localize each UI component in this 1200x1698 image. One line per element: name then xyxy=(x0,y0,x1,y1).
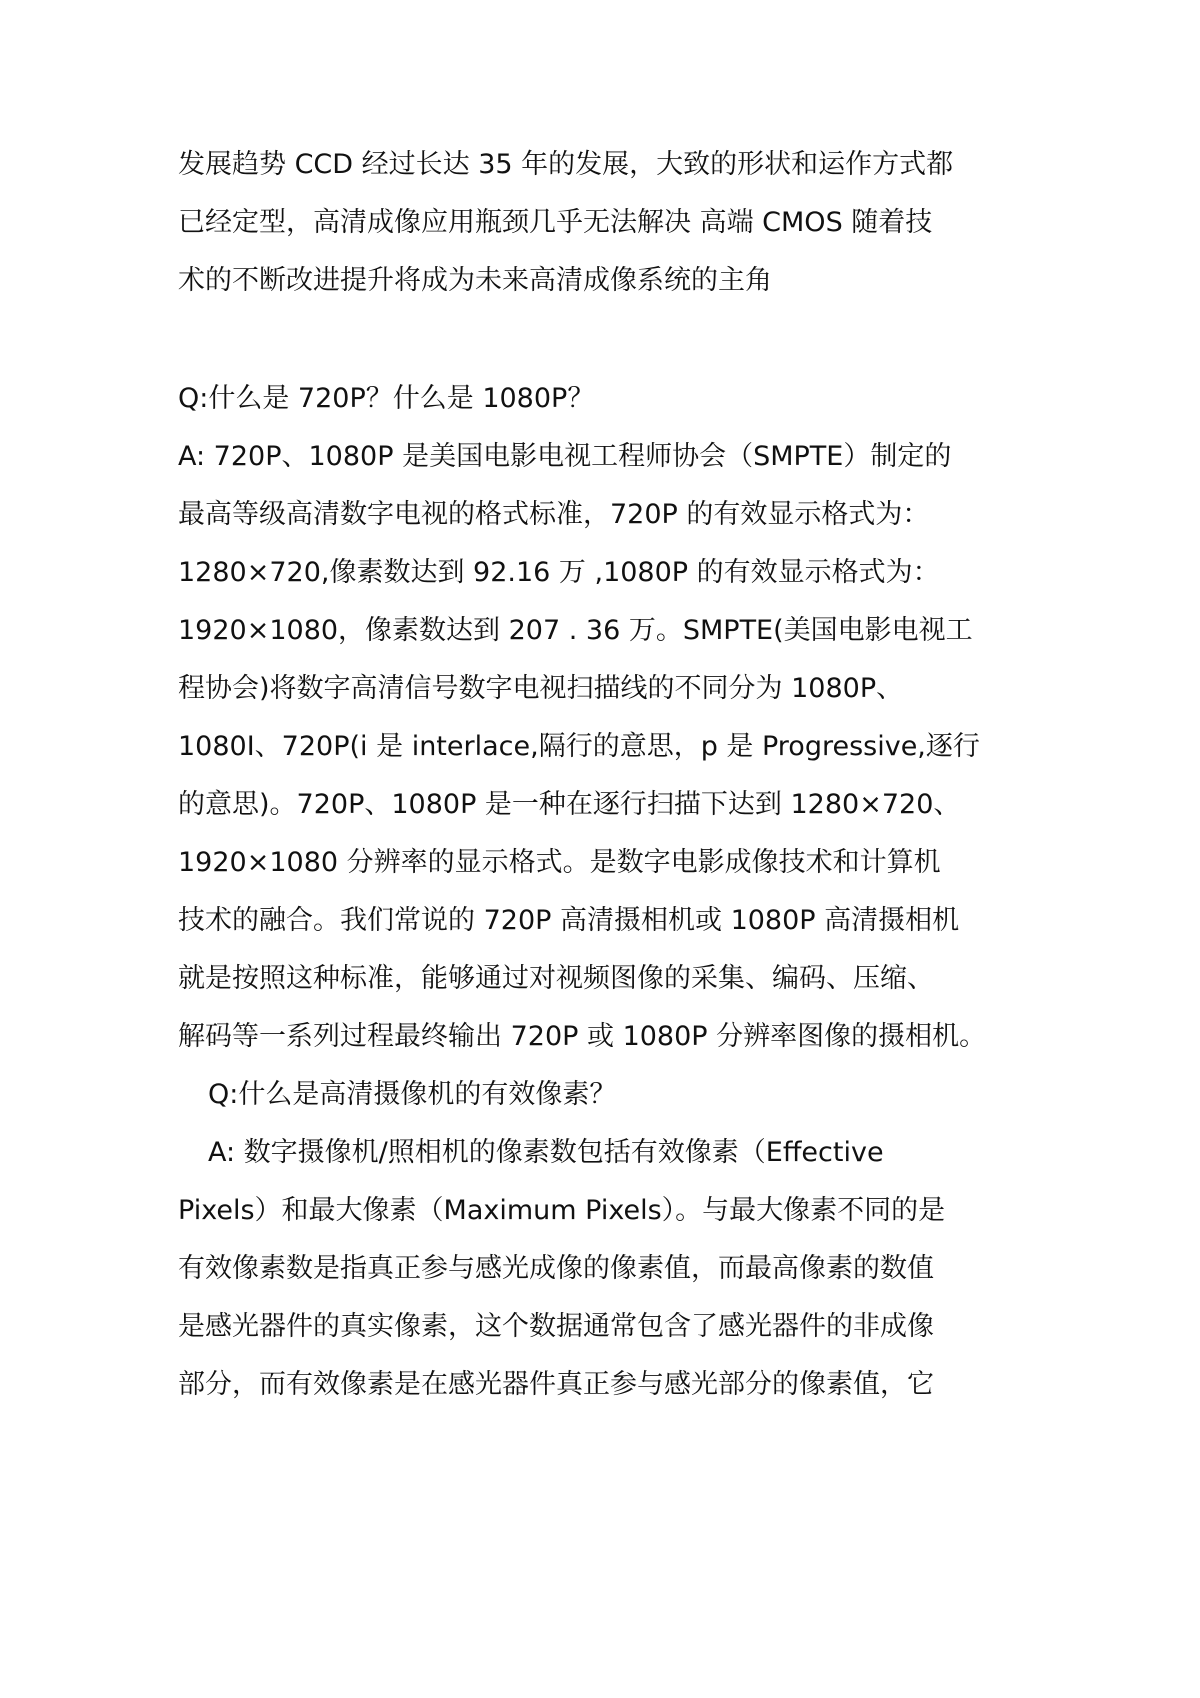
answer-line: A: 数字摄像机/照相机的像素数包括有效像素（Effective xyxy=(208,1137,884,1168)
answer-line: 1080I、720P(i 是 interlace,隔行的意思，p 是 Progressive,逐行 xyxy=(178,731,980,762)
answer-line: Pixels）和最大像素（Maximum Pixels）。与最大像素不同的是 xyxy=(178,1195,946,1226)
paragraph-line: 发展趋势 CCD 经过长达 35 年的发展，大致的形状和运作方式都 xyxy=(178,149,954,180)
answer-line: 程协会)将数字高清信号数字电视扫描线的不同分为 1080P、 xyxy=(178,673,904,704)
answer-line: 就是按照这种标准，能够通过对视频图像的采集、编码、压缩、 xyxy=(178,963,934,994)
answer-line: 部分，而有效像素是在感光器件真正参与感光部分的像素值，它 xyxy=(178,1369,934,1400)
answer-line: 解码等一系列过程最终输出 720P 或 1080P 分辨率图像的摄相机。 xyxy=(178,1021,987,1052)
answer-line: 的意思)。720P、1080P 是一种在逐行扫描下达到 1280×720、 xyxy=(178,789,961,820)
answer-line: 有效像素数是指真正参与感光成像的像素值，而最高像素的数值 xyxy=(178,1253,934,1284)
answer-line: 最高等级高清数字电视的格式标准，720P 的有效显示格式为： xyxy=(178,499,930,530)
answer-line: A: 720P、1080P 是美国电影电视工程师协会（SMPTE）制定的 xyxy=(178,441,952,472)
paragraph-line: 术的不断改进提升将成为未来高清成像系统的主角 xyxy=(178,265,772,296)
answer-line: 1920×1080，像素数达到 207 . 36 万。SMPTE(美国电影电视工 xyxy=(178,615,973,646)
answer-line: 1920×1080 分辨率的显示格式。是数字电影成像技术和计算机 xyxy=(178,847,941,878)
question-line: Q:什么是 720P？什么是 1080P？ xyxy=(178,383,595,414)
answer-line: 技术的融合。我们常说的 720P 高清摄相机或 1080P 高清摄相机 xyxy=(178,905,960,936)
answer-line: 1280×720,像素数达到 92.16 万 ,1080P 的有效显示格式为： xyxy=(178,557,940,588)
paragraph-line: 已经定型，高清成像应用瓶颈几乎无法解决 高端 CMOS 随着技 xyxy=(178,207,933,238)
answer-line: 是感光器件的真实像素，这个数据通常包含了感光器件的非成像 xyxy=(178,1311,934,1342)
question-line: Q:什么是高清摄像机的有效像素？ xyxy=(208,1079,617,1110)
